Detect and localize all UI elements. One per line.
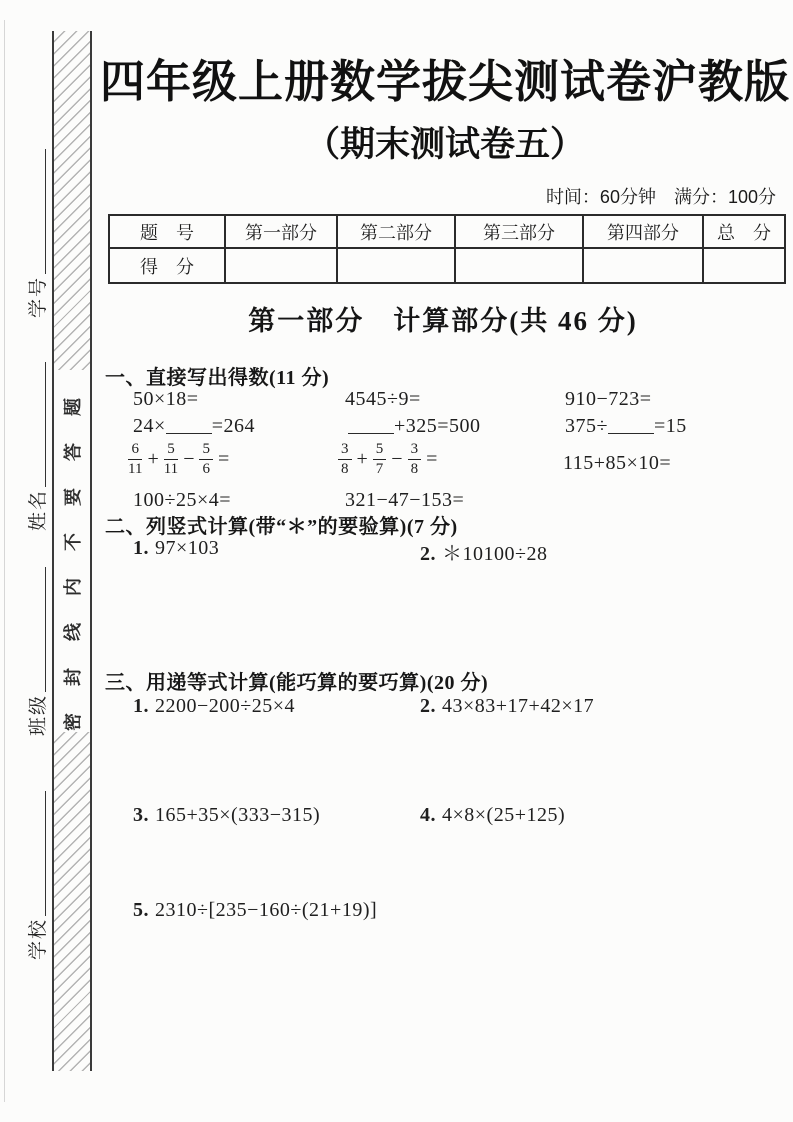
question1-heading: 一、直接写出得数(11 分): [105, 367, 330, 389]
score-table: [108, 214, 786, 284]
score-label-cell: 得 分: [109, 248, 225, 283]
q2-items-row: [108, 537, 780, 571]
math-expression: 165+35×(333−315): [155, 804, 321, 826]
q3-item-3: [133, 804, 320, 827]
answer-blank: [348, 433, 394, 434]
question3-heading: 三、用递等式计算(能巧算的要巧算)(20 分): [105, 672, 489, 694]
seal-band: [52, 31, 92, 1071]
field-name: [14, 361, 48, 531]
empty-score-cell: [455, 248, 583, 283]
q2-item-1: [133, 537, 219, 560]
q3-item-4: [420, 804, 565, 827]
q1-fraction-row: [108, 441, 780, 489]
math-expression-with-blank: [565, 415, 687, 438]
fraction-expression: $\frac{6}{11}$ + $\frac{5}{11}$ − $\frac{5}{6}$ =: [128, 441, 230, 478]
field-student-number: [14, 148, 48, 318]
math-expression-with-blank: [133, 415, 255, 438]
field-label: 学号: [28, 275, 49, 318]
header-cell-total: 总 分: [703, 215, 785, 248]
expr-suffix: =15: [653, 415, 687, 437]
fill-in-line: [45, 567, 46, 692]
item-number: 5.: [133, 899, 149, 921]
q3-items-row-b: [108, 804, 780, 838]
fill-in-line: [45, 149, 46, 274]
math-expression: 97×103: [155, 537, 220, 559]
item-number: 3.: [133, 804, 149, 826]
fraction-expression: $\frac{3}{8}$ + $\frac{5}{7}$ − $\frac{3}{8}$ =: [338, 441, 442, 479]
math-expression: 2310÷[235−160÷(21+19)]: [155, 899, 378, 921]
math-expression: 910−723=: [565, 388, 652, 410]
exam-time-score-info: 时间：60分钟 满分：100分: [545, 187, 776, 207]
expr-suffix: +325=500: [394, 415, 481, 437]
empty-score-cell: [337, 248, 455, 283]
header-cell-part4: 第四部分: [583, 215, 703, 248]
empty-score-cell: [703, 248, 785, 283]
question2-heading: 二、列竖式计算(带“＊”的要验算)(7 分): [105, 516, 458, 538]
answer-blank: [608, 433, 654, 434]
fill-in-line: [45, 791, 46, 916]
math-expression-with-blank: [348, 415, 481, 438]
score-table-header-row: [109, 215, 785, 248]
fill-in-line: [45, 362, 46, 487]
q1-row1: [108, 388, 780, 418]
scan-edge-line: [4, 20, 5, 1102]
section1-title: 第一部分 计算部分(共 46 分): [248, 306, 638, 336]
expr-prefix: 375÷: [565, 415, 608, 437]
page-title: 四年级上册数学拔尖测试卷沪教版: [99, 56, 790, 107]
item-number: 1.: [133, 695, 149, 717]
q3-items-row-a: [108, 695, 780, 729]
q3-item-2: [420, 695, 594, 718]
score-table-score-row: [109, 248, 785, 283]
math-expression: 50×18=: [133, 388, 199, 410]
math-expression: 43×83+17+42×17: [442, 695, 595, 717]
item-number: 1.: [133, 537, 149, 559]
expr-suffix: =264: [211, 415, 256, 437]
empty-score-cell: [583, 248, 703, 283]
hatch-pattern-top: [54, 31, 90, 370]
math-expression: 100÷25×4=: [133, 489, 232, 511]
field-label: 姓名: [28, 488, 49, 531]
item-number: 4.: [420, 804, 436, 826]
expr-prefix: 24×: [133, 415, 166, 437]
answer-blank: [166, 433, 212, 434]
item-number: 2.: [420, 543, 436, 565]
q3-item-1: [133, 695, 295, 718]
math-expression: 321−47−153=: [345, 489, 465, 511]
seal-text-box: [54, 370, 90, 732]
header-cell-part1: 第一部分: [225, 215, 337, 248]
field-class: [14, 566, 48, 736]
field-label: 班级: [28, 693, 49, 736]
header-cell-part2: 第二部分: [337, 215, 455, 248]
empty-score-cell: [225, 248, 337, 283]
header-cell-part3: 第三部分: [455, 215, 583, 248]
math-expression: ＊10100÷28: [442, 543, 548, 565]
field-label: 学校: [28, 917, 49, 960]
hatch-pattern-bottom: [54, 732, 90, 1071]
seal-text: 密封线内不要答题: [63, 371, 83, 731]
math-expression: 4545÷9=: [345, 388, 421, 410]
q3-items-row-c: [108, 899, 780, 933]
math-expression: 115+85×10=: [563, 452, 672, 474]
header-cell-question-number: 题 号: [109, 215, 225, 248]
q3-item-5: [133, 899, 377, 922]
page-subtitle: （期末测试卷五）: [304, 125, 585, 164]
field-school: [14, 790, 48, 960]
q2-item-2: [420, 537, 547, 566]
math-expression: 4×8×(25+125): [442, 804, 566, 826]
item-number: 2.: [420, 695, 436, 717]
math-expression: 2200−200÷25×4: [155, 695, 296, 717]
